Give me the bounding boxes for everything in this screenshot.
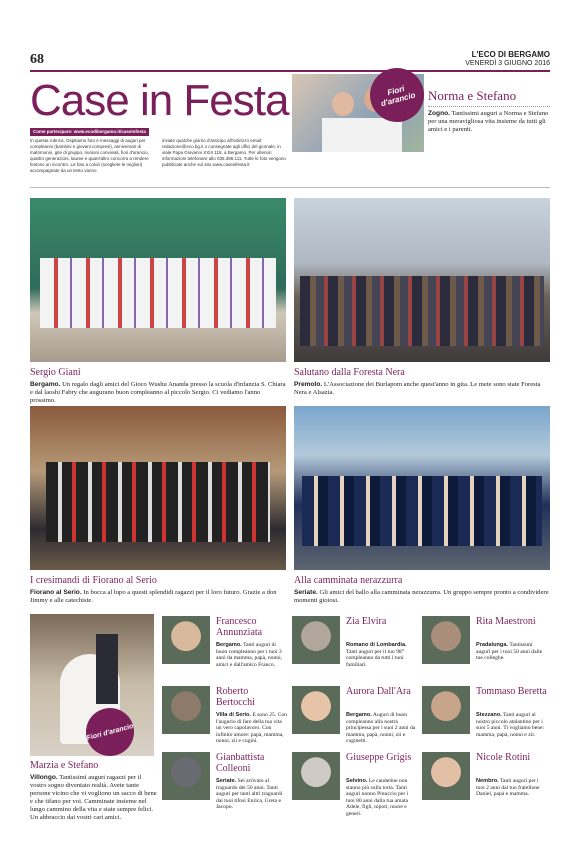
section-divider [30,187,550,188]
publication-name: L'ECO DI BERGAMO [471,50,550,59]
portrait-photo [292,686,340,734]
portrait-photo [422,752,470,800]
portrait-photo [162,752,210,800]
person-name: Aurora Dall'Ara [346,686,411,697]
section-title: Case in Festa [30,76,289,125]
person-name: Roberto Bertocchi [216,686,255,708]
person-text: Selvino. Le candeline non stanno più sulla torta. Tanti auguri nonno Pinuccio per i tuoi 80 anni dalla tua amata Adele, figli, nipoti, nuore e generi. [346,778,409,817]
camminata-photo [294,406,550,570]
story-text: Villongo. Tantissimi auguri ragazzi per il vostro sogno diventato realtà. Avete tante persone vicino che vi vogliono un sacco di bene e che tifano per voi. Camminate insieme nel lungo cammino della vita e state sempre felici. Un abbraccio dai vostri cari amici. [30,774,157,821]
section-info [30,128,286,180]
story-title: Alla camminata nerazzurra [294,575,403,586]
story-title: Norma e Stefano [428,88,517,103]
story-text: Zogno. Tantissimi auguri a Norma e Stefano per una meravigliosa vita insieme da tutti gli amici e i parenti. [428,110,549,133]
story-title: Marzia e Stefano [30,760,99,771]
story-text: Premolo. L'Associazione dei Burlapom anche quest'anno in gita. Le mete sono state Foresta Nera e Alsazia. [294,381,541,396]
person-text: Bergamo. Auguri di buon compleanno alla nostra principessa per i suoi 2 anni da mamma, papà, nonni, zii e cuginetti. [346,712,416,745]
foresta-nera-photo [294,198,550,362]
issue-date: VENERDÌ 3 GIUGNO 2016 [465,60,550,67]
portrait-photo [422,686,470,734]
info-left: In questa rubrica, Ospitiamo foto e messaggi di auguri per compleanni (bambini e giovani compresi), anniversari di matrimonio, gite di gruppo, riunioni conviviali, fiori d'arancio, quattro generazioni, lauree e quant'altro concorra a rendere festoso un incontro. Le foto a colori (scegliete le migliori) accompagnate da un testo vanno [30,138,149,173]
cresimandi-photo [30,406,286,570]
person-text: Stezzano. Tanti auguri al nostro piccolo atalantino per i suoi 5 anni. Ti vogliamo bene: mamma, papà, nonni e zii. [476,712,545,738]
story-text: Seriate. Gli amici del ballo alla camminata nerazzurra. Un gruppo sempre pronto a condividere momenti gioiosi. [294,589,549,604]
person-text: Seriate. Sei arrivato al traguardo dei 50 anni. Tanti auguri per tanti altri traguardi dai tuoi tifosi Enrica, Greta e Jacopo. [216,778,283,811]
person-text: Bergamo. Tanti auguri di buon compleanno per i tuoi 3 anni da mamma, papà, nonni, amici e dall'amico Franco. [216,642,283,668]
person-name: Giuseppe Grigis [346,752,412,763]
person-name: Zia Elvira [346,616,387,627]
story-title: Sergio Giani [30,367,81,378]
portrait-photo [162,616,210,664]
info-right: inviate qualche giorno d'anticipo all'indirizzo email: redazione@eco.bg.it o consegnate agli uffici del giornale, in viale Papa Giovanni XXIII 118, a Bergamo. Per ulteriori informazioni telefonare allo 035.386.111. Tutte le foto vengono pubblicate anche sul sito www.caseinfesta.it [162,138,286,167]
portrait-photo [162,686,210,734]
person-name: Gianbattista Colleoni [216,752,265,774]
person-text: Nembro. Tanti auguri per i tuoi 2 anni dal tuo fratellone Daniel, papà e mamma. [476,778,540,798]
portrait-photo [422,616,470,664]
person-name: Tommaso Beretta [476,686,547,697]
person-name: Rita Maestroni [476,616,536,627]
page-number: 68 [30,52,44,67]
portrait-photo [292,752,340,800]
divider [428,106,550,107]
fiori-arancio-badge: Fiori d'arancio [81,703,140,762]
story-title: I cresimandi di Fiorano al Serio [30,575,157,586]
portrait-photo [292,616,340,664]
person-text: Pradalunga. Tantissimi auguri per i tuoi 50 anni dalle tue colleghe. [476,642,543,662]
story-text: Fiorano al Serio. In bocca al lupo a questi splendidi ragazzi per il loro futuro. Grazie a don Jimmy e alle catechiste. [30,589,277,604]
sergio-photo [30,198,286,362]
story-title: Salutano dalla Foresta Nera [294,367,405,378]
story-text: Bergamo. Un regalo dagli amici del Gioco Wushu Ananda presso la scuola d'infanzia S. Chiara e dal laoshi Fabry che augurano buon compleanno al piccolo Sergio. Ci vediamo l'anno prossimo. [30,381,286,404]
person-text: Romano di Lombardia. Tanti auguri per il tuo 98° compleanno da tutti i tuoi familiari. [346,642,407,668]
masthead [465,51,550,68]
person-name: Francesco Annunziata [216,616,263,638]
person-text: Villa di Serio. E sono 25. Con l'augurio di fare della tua vita un vero capolavoro. Con infinito amore: papà, mamma, nonni, zii e cugini. [216,712,287,745]
participation-link[interactable]: Come partecipare: www.ecodibergamo.it/caseinfesta [30,128,149,136]
person-name: Nicole Rotini [476,752,531,763]
page-header [30,50,550,72]
fiori-arancio-badge: Fiori d'arancio [364,62,430,128]
